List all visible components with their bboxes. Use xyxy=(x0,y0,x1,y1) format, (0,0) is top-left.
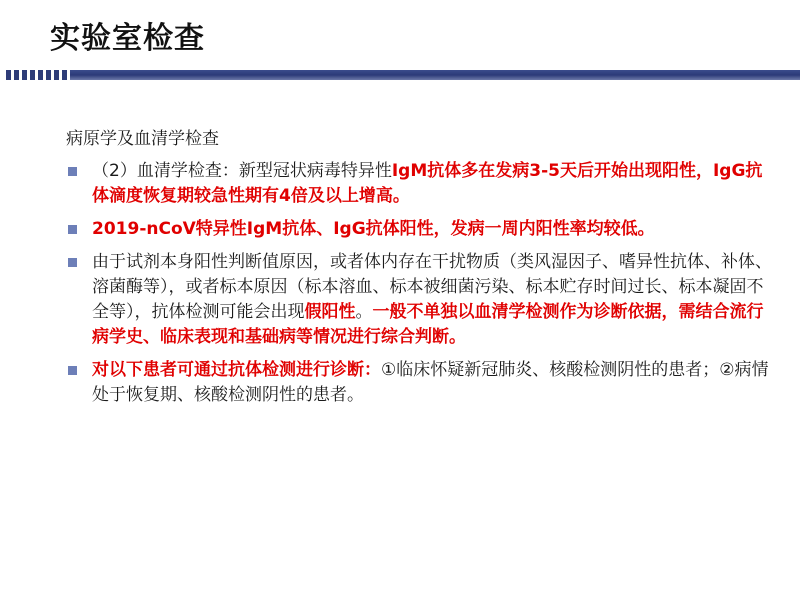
bullet-text: ①临床怀疑新冠肺炎、核酸检测阴性的患者；②病情处于恢复期、核酸检测阴性的患者。 xyxy=(92,360,769,405)
slide-content xyxy=(66,127,776,416)
highlighted-text: IgM抗体多在发病3-5天后开始出现阳性，IgG抗体滴度恢复期较急性期有4倍及以上增高。 xyxy=(92,161,763,206)
bullet-item xyxy=(66,159,776,209)
square-bullet-icon xyxy=(68,167,77,176)
bullet-text: （2）血清学检查：新型冠状病毒特异性 xyxy=(92,161,392,181)
highlighted-text: 对以下患者可通过抗体检测进行诊断： xyxy=(92,360,381,380)
highlighted-text: 一般不单独以血清学检测作为诊断依据，需结合流行病学史、临床表现和基础病等情况进行综合判断。 xyxy=(92,302,764,347)
square-bullet-icon xyxy=(68,366,77,375)
square-bullet-icon xyxy=(68,258,77,267)
bullet-item xyxy=(66,358,776,408)
bullet-list xyxy=(66,159,776,408)
highlighted-text: 2019-nCoV特异性IgM抗体、IgG抗体阳性，发病一周内阳性率均较低。 xyxy=(92,219,655,239)
bullet-text: 。 xyxy=(355,302,373,322)
title-divider xyxy=(0,70,800,80)
highlighted-text: 假阳性 xyxy=(304,302,356,322)
bullet-item xyxy=(66,250,776,350)
square-bullet-icon xyxy=(68,225,77,234)
divider-squares xyxy=(6,70,67,80)
bullet-text: 由于试剂本身阳性判断值原因，或者体内存在干扰物质（类风湿因子、嗜异性抗体、补体、溶菌酶等），或者标本原因（标本溶血、标本被细菌污染、标本贮存时间过长、标本凝固不全等），抗体检测可能会出现 xyxy=(92,252,772,322)
section-subtitle: 病原学及血清学检查 xyxy=(66,129,219,149)
slide-title: 实验室检查 xyxy=(50,21,205,56)
divider-bar xyxy=(70,70,800,80)
bullet-item xyxy=(66,217,776,242)
